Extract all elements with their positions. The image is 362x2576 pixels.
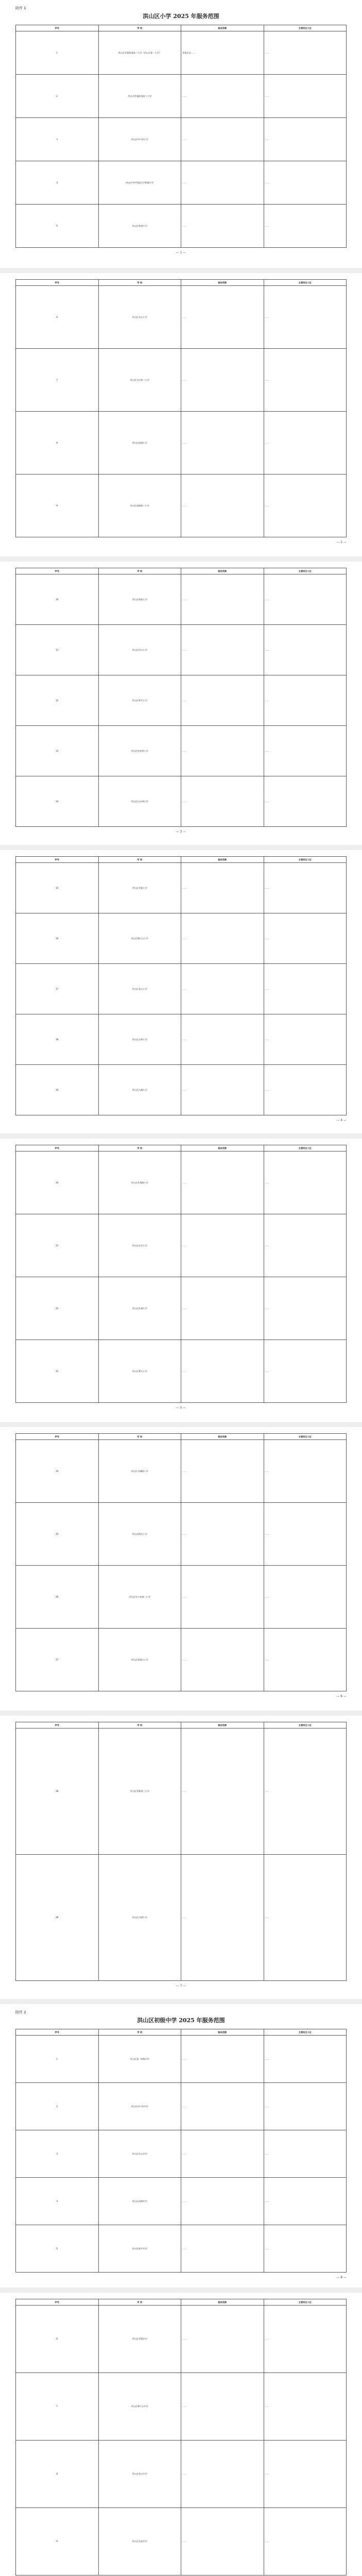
table-row [16,863,347,913]
service-scope: …… [181,1340,264,1403]
school-name: 洪山区关山小学 [98,286,181,349]
school-name: 洪山区狮子山小学 [98,913,181,964]
column-header-range: 主要招生小区 [264,857,347,863]
row-number: 23 [16,1340,99,1403]
enrollment-range: …… [264,286,347,349]
school-name: 洪山区华中科技大学附属小学 [98,161,181,205]
enrollment-range: …… [264,118,347,161]
document-page [0,556,362,845]
school-name: 洪山区和平小学 [98,675,181,726]
column-header-school: 学 校 [98,2299,181,2306]
table-header-row [16,1722,347,1728]
row-number: 17 [16,964,99,1014]
column-header-school: 学 校 [98,280,181,286]
table-row [16,2178,347,2225]
document-page [0,1133,362,1422]
row-number: 5 [16,2225,99,2273]
enrollment-range: …… [264,205,347,248]
table-row [16,474,347,537]
school-name: 洪山区马湖小学 [98,1855,181,1981]
page-number: — 4 — [336,1118,347,1122]
table-row [16,1440,347,1503]
table-row [16,1629,347,1691]
column-header-range: 主要招生小区 [264,25,347,31]
row-number: 16 [16,913,99,964]
school-name: 洪山区武珞路小学 [98,1151,181,1214]
table-row [16,2036,347,2083]
enrollment-range: …… [264,1855,347,1981]
school-name: 洪山区书城路小学 [98,1440,181,1503]
enrollment-range: …… [264,726,347,776]
row-number: 3 [16,118,99,161]
row-number: 3 [16,2130,99,2178]
service-scope: …… [181,286,264,349]
school-name: 洪山区青菱中学 [98,2306,181,2373]
column-header-scope: 服务范围 [181,1722,264,1728]
service-scope: …… [181,205,264,248]
row-number: 6 [16,2306,99,2373]
service-scope: …… [181,2083,264,2130]
table-header-row [16,2299,347,2306]
column-header-school: 学 校 [98,568,181,574]
table-row [16,574,347,625]
school-name: 洪山区狮子山中学 [98,2373,181,2441]
service-scope: …… [181,474,264,537]
table-row [16,1566,347,1629]
service-scope: 青菱社区…… [181,31,264,75]
enrollment-range: …… [264,75,347,118]
table-row [16,726,347,776]
table-row [16,2441,347,2508]
column-header-no: 序号 [16,280,99,286]
enrollment-range: …… [264,1440,347,1503]
service-table [15,1722,347,1981]
row-number: 25 [16,1503,99,1566]
enrollment-range: …… [264,2036,347,2083]
school-name: 洪山区青菱街道第二小学（洪山区第一小学） [98,31,181,75]
service-table [15,1145,347,1403]
enrollment-range: …… [264,574,347,625]
row-number: 13 [16,726,99,776]
school-name: 洪山区光谷小学 [98,1214,181,1277]
row-number: 26 [16,1566,99,1629]
enrollment-range: …… [264,2441,347,2508]
column-header-school: 学 校 [98,1722,181,1728]
column-header-scope: 服务范围 [181,280,264,286]
row-number: 6 [16,286,99,349]
school-name: 洪山区楚天小学 [98,1340,181,1403]
service-scope: …… [181,2508,264,2575]
column-header-range: 主要招生小区 [264,568,347,574]
service-scope: …… [181,1855,264,1981]
row-number: 29 [16,1855,99,1981]
row-number: 9 [16,2508,99,2575]
table-row [16,964,347,1014]
service-scope: …… [181,1214,264,1277]
service-table [15,568,347,827]
row-number: 19 [16,1065,99,1115]
column-header-scope: 服务范围 [181,568,264,574]
row-number: 18 [16,1014,99,1065]
service-table [15,25,347,248]
table-row [16,1503,347,1566]
row-number: 9 [16,474,99,537]
table-row [16,1728,347,1855]
column-header-range: 主要招生小区 [264,2299,347,2306]
enrollment-range: …… [264,349,347,412]
school-name: 洪山区卓刀泉小学 [98,118,181,161]
enrollment-range: …… [264,1277,347,1340]
enrollment-range: …… [264,2225,347,2273]
service-scope: …… [181,776,264,827]
document-page [0,1422,362,1710]
service-scope: …… [181,1014,264,1065]
column-header-school: 学 校 [98,1434,181,1440]
table-header-row [16,857,347,863]
row-number: 7 [16,349,99,412]
table-row [16,1214,347,1277]
table-row [16,286,347,349]
table-header-row [16,1434,347,1440]
column-header-no: 序号 [16,2299,99,2306]
row-number: 8 [16,2441,99,2508]
service-scope: …… [181,161,264,205]
service-scope: …… [181,75,264,118]
school-name: 洪山区左岭小学 [98,1014,181,1065]
school-name: 洪山区张家湾小学 [98,726,181,776]
service-table [15,1433,347,1691]
service-table [15,856,347,1115]
row-number: 2 [16,2083,99,2130]
service-table [15,279,347,537]
row-number: 2 [16,75,99,118]
row-number: 4 [16,161,99,205]
enrollment-range: …… [264,31,347,75]
enrollment-range: …… [264,863,347,913]
annex-label: 附件 2 [15,2010,26,2014]
enrollment-range: …… [264,1503,347,1566]
table-row [16,349,347,412]
service-scope: …… [181,2225,264,2273]
column-header-scope: 服务范围 [181,857,264,863]
school-name: 洪山区南湖小学 [98,412,181,474]
enrollment-range: …… [264,161,347,205]
page-number: — 8 — [336,2276,347,2280]
enrollment-range: …… [264,625,347,675]
school-name: 洪山区鲁巷小学 [98,205,181,248]
service-scope: …… [181,1503,264,1566]
service-scope: …… [181,1629,264,1691]
document-page [0,268,362,556]
column-header-no: 序号 [16,1722,99,1728]
column-header-school: 学 校 [98,25,181,31]
column-header-range: 主要招生小区 [264,1722,347,1728]
column-header-no: 序号 [16,1434,99,1440]
school-name: 洪山区珞南小学 [98,574,181,625]
row-number: 7 [16,2373,99,2441]
enrollment-range: …… [264,1151,347,1214]
column-header-no: 序号 [16,2029,99,2036]
school-name: 洪山区青菱第三小学 [98,1728,181,1855]
enrollment-range: …… [264,1014,347,1065]
service-scope: …… [181,675,264,726]
column-header-scope: 服务范围 [181,1145,264,1151]
row-number: 24 [16,1440,99,1503]
column-header-no: 序号 [16,1145,99,1151]
table-row [16,31,347,75]
column-header-school: 学 校 [98,2029,181,2036]
document-page [0,2287,362,2576]
school-name: 洪山区南湖第二小学 [98,474,181,537]
column-header-range: 主要招生小区 [264,2029,347,2036]
service-scope: …… [181,412,264,474]
column-header-range: 主要招生小区 [264,1434,347,1440]
school-name: 洪山区左岭中学 [98,2508,181,2575]
document-page [0,0,362,268]
service-scope: …… [181,863,264,913]
service-scope: …… [181,2441,264,2508]
enrollment-range: …… [264,412,347,474]
service-scope: …… [181,2178,264,2225]
row-number: 1 [16,31,99,75]
school-name: 洪山区卓刀泉中学 [98,2083,181,2130]
enrollment-range: …… [264,1728,347,1855]
service-scope: …… [181,2373,264,2441]
service-scope: …… [181,1151,264,1214]
table-row [16,1014,347,1065]
school-name: 洪山区南望山小学 [98,1629,181,1691]
table-header-row [16,1145,347,1151]
row-number: 10 [16,574,99,625]
column-header-scope: 服务范围 [181,2299,264,2306]
enrollment-range: …… [264,2373,347,2441]
column-header-scope: 服务范围 [181,1434,264,1440]
service-scope: …… [181,2130,264,2178]
table-header-row [16,25,347,31]
enrollment-range: …… [264,1629,347,1691]
service-scope: …… [181,1065,264,1115]
school-name: 洪山区花山中学 [98,2441,181,2508]
row-number: 4 [16,2178,99,2225]
enrollment-range: …… [264,2083,347,2130]
enrollment-range: …… [264,1566,347,1629]
document-title: 洪山区小学 2025 年服务范围 [143,13,219,20]
column-header-school: 学 校 [98,1145,181,1151]
table-header-row [16,2029,347,2036]
row-number: 15 [16,863,99,913]
service-scope: …… [181,2036,264,2083]
service-scope: …… [181,625,264,675]
service-scope: …… [181,964,264,1014]
table-row [16,2508,347,2575]
row-number: 20 [16,1151,99,1214]
column-header-no: 序号 [16,857,99,863]
row-number: 14 [16,776,99,827]
table-row [16,75,347,118]
enrollment-range: …… [264,2178,347,2225]
row-number: 12 [16,675,99,726]
enrollment-range: …… [264,1340,347,1403]
school-name: 洪山区九峰小学 [98,1065,181,1115]
service-scope: …… [181,118,264,161]
enrollment-range: …… [264,1214,347,1277]
page-number: — 3 — [176,830,186,834]
table-row [16,1340,347,1403]
enrollment-range: …… [264,913,347,964]
row-number: 8 [16,412,99,474]
school-name: 洪山区青菱小学 [98,863,181,913]
row-number: 5 [16,205,99,248]
school-name: 洪山区东湖小学 [98,1277,181,1340]
school-name: 洪山区和平中学 [98,2225,181,2273]
table-row [16,2130,347,2178]
enrollment-range: …… [264,2508,347,2575]
enrollment-range: …… [264,964,347,1014]
table-row [16,1277,347,1340]
row-number: 11 [16,625,99,675]
page-number: — 2 — [336,540,347,544]
table-header-row [16,280,347,286]
row-number: 28 [16,1728,99,1855]
table-row [16,2306,347,2373]
page-number: — 6 — [336,1694,347,1698]
table-header-row [16,568,347,574]
service-scope: …… [181,1728,264,1855]
page-number: — 1 — [176,251,186,255]
service-scope: …… [181,1440,264,1503]
school-name: 洪山区花山小学 [98,964,181,1014]
enrollment-range: …… [264,2306,347,2373]
page-number: — 5 — [176,1406,186,1410]
table-row [16,1065,347,1115]
service-scope: …… [181,1277,264,1340]
row-number: 27 [16,1629,99,1691]
school-name: 洪山区第一初级中学 [98,2036,181,2083]
table-row [16,1151,347,1214]
table-row [16,2225,347,2273]
enrollment-range: …… [264,2130,347,2178]
document-page [0,1710,362,1999]
table-row [16,412,347,474]
table-row [16,205,347,248]
service-scope: …… [181,1566,264,1629]
enrollment-range: …… [264,675,347,726]
school-name: 洪山区青菱街道第二小学 [98,75,181,118]
service-scope: …… [181,2306,264,2373]
column-header-no: 序号 [16,25,99,31]
table-row [16,2373,347,2441]
table-row [16,625,347,675]
service-table [15,2029,347,2273]
document-page [0,1999,362,2287]
page-number: — 7 — [176,1984,186,1988]
service-scope: …… [181,349,264,412]
table-row [16,2083,347,2130]
row-number: 22 [16,1277,99,1340]
enrollment-range: …… [264,1065,347,1115]
service-scope: …… [181,574,264,625]
column-header-school: 学 校 [98,857,181,863]
column-header-no: 序号 [16,568,99,574]
table-row [16,675,347,726]
table-row [16,161,347,205]
school-name: 洪山区群光小学 [98,1503,181,1566]
annex-label: 附件 1 [15,6,26,10]
service-table [15,2299,347,2575]
service-scope: …… [181,726,264,776]
enrollment-range: …… [264,474,347,537]
document-title: 洪山区初级中学 2025 年服务范围 [137,2017,225,2024]
enrollment-range: …… [264,776,347,827]
row-number: 1 [16,2036,99,2083]
table-row [16,1855,347,1981]
school-name: 洪山区南湖中学 [98,2178,181,2225]
school-name: 洪山区卓刀泉第二小学 [98,1566,181,1629]
column-header-range: 主要招生小区 [264,280,347,286]
document-page [0,845,362,1133]
service-scope: …… [181,913,264,964]
table-row [16,776,347,827]
row-number: 21 [16,1214,99,1277]
table-row [16,118,347,161]
table-row [16,913,347,964]
column-header-scope: 服务范围 [181,25,264,31]
school-name: 洪山区洪山小学 [98,625,181,675]
school-name: 洪山区白沙洲小学 [98,776,181,827]
column-header-scope: 服务范围 [181,2029,264,2036]
school-name: 洪山区关山中学 [98,2130,181,2178]
school-name: 洪山区关山第二小学 [98,349,181,412]
column-header-range: 主要招生小区 [264,1145,347,1151]
